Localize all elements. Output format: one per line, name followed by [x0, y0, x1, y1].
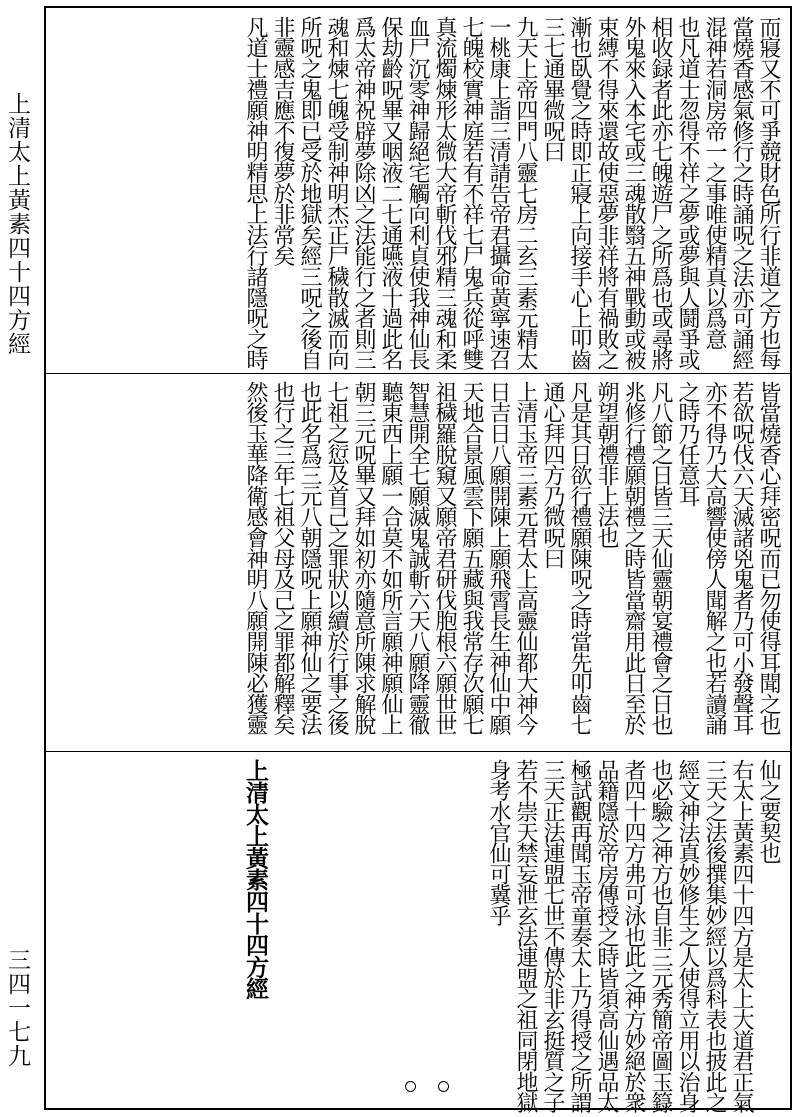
text-column: 上清玉帝三素元君太上高靈仙都大神今 — [513, 381, 538, 735]
text-column: 魂和煉七魄受制神明杰正尸穢散滅而向 — [324, 16, 349, 370]
text-column: 凡道士禮願神明精思上法行諸隱呪之時 — [243, 16, 268, 370]
text-column: 凡是其日欲行禮願陳呪之時當先叩齒七 — [567, 381, 592, 735]
text-column: 外鬼來入本宅或三魂散翳五神戰動或被 — [621, 16, 646, 370]
text-column: 極試觀再聞玉帝童奏太上乃得授之所謂 — [567, 759, 592, 1113]
text-column — [271, 759, 294, 1104]
text-column: 通心拜四方乃微呪曰 — [540, 381, 565, 569]
text-column: 右太上黃素四十四方是太上大道君正氣 — [729, 759, 754, 1113]
text-column: 若欲呪伐六天滅諸兇鬼者乃可小發聲耳 — [729, 381, 754, 735]
text-column: 也凡道士忽得不祥之夢或夢與人鬪爭或 — [675, 16, 700, 370]
text-column: 當燒香感氣修行之時誦呪之法亦可誦經 — [729, 16, 754, 370]
text-column: 三天之法後撰集妙經以爲科表也披此之 — [702, 759, 727, 1113]
text-column: 聽東西上願一合莫不如所言願神願仙上 — [378, 381, 403, 735]
text-column: 朔望朝禮非上法也 — [594, 381, 619, 548]
text-column: 非靈感吉應不復夢於非常矣 — [270, 16, 295, 266]
text-column: 亦不得乃大高響使傍人聞解之也若讀誦 — [702, 381, 727, 735]
margin-book-title: 上清太上黃素四十四方經 — [4, 92, 30, 356]
text-column: 身考水官仙可冀乎 — [486, 759, 511, 926]
text-column: 凡八節之日皆三天仙靈朝宴禮會之日也 — [648, 381, 673, 735]
text-column: 血尸沉零神歸絕宅觸向利貞使我神仙長 — [405, 16, 430, 370]
text-column: 束縛不得來還故使惡夢非祥將有禍敗之 — [594, 16, 619, 370]
text-column — [379, 759, 402, 1104]
end-circle-marker — [405, 1081, 416, 1092]
text-band-top — [46, 8, 790, 374]
page-frame — [44, 6, 792, 1113]
text-column: 日吉日八願開陳上願飛霄長生神仙中願 — [486, 381, 511, 735]
text-column: 所呪之鬼即已受於地獄矣經三呪之後自 — [297, 16, 322, 370]
text-column: 七魄校實神庭若有不祥七尸鬼兵從呼雙 — [459, 16, 484, 370]
text-column: 保劫齡呪畢又咽液二七通嚥液十過此名 — [378, 16, 403, 370]
text-column — [433, 759, 456, 1104]
text-column: 而寢又不可爭競財色所行非道之方也每 — [756, 16, 781, 370]
text-column: 上清太上黃素四十四方經 — [242, 759, 269, 999]
text-column: 三七通畢微呪曰 — [540, 16, 565, 162]
text-column — [325, 759, 348, 1104]
text-column: 也必驗之神方也自非三元秀簡帝圖玉籙 — [648, 759, 673, 1113]
text-column: 經文神法真妙修生之人使得立用以治身 — [675, 759, 700, 1113]
text-column: 者四十四方弗可泳也此之神方妙絕於衆 — [621, 759, 646, 1113]
text-column: 朝三元呪畢又拜如初亦隨意所陳求解脫 — [351, 381, 376, 735]
text-column: 相收録者此亦七魄遊尸之所爲也或尋將 — [648, 16, 673, 370]
text-column: 若不崇天禁妄泄玄法連盟之祖同閉地獄 — [513, 759, 538, 1113]
text-column: 七祖之愆及首己之罪狀以續於行事之後 — [324, 381, 349, 735]
text-column — [460, 759, 483, 1104]
text-column: 祖穢羅脫窺又願帝君研伐胞根六願世世 — [432, 381, 457, 735]
text-column — [406, 759, 429, 1104]
text-column: 也行之三年七祖父母及己之罪都解釋矣 — [270, 381, 295, 735]
text-column: 之時乃任意耳 — [675, 381, 700, 506]
text-column: 皆當燒香心拜密呪而已勿使得耳聞之也 — [756, 381, 781, 735]
text-column: 漸也臥覺之時即正寢上向接手心上叩齒 — [567, 16, 592, 370]
text-column: 智慧開全七願滅鬼誠斬六天八願降靈徹 — [405, 381, 430, 735]
text-band-middle — [46, 373, 790, 752]
text-column — [352, 759, 375, 1104]
text-column: 真流燭煉形太微大帝斬伐邪精三魂和柔 — [432, 16, 457, 370]
text-column: 爲太帝神祝辟夢除凶之法能行之者則三 — [351, 16, 376, 370]
text-column: 品籍隱於帝房傳授之時皆須高仙遇品太 — [594, 759, 619, 1113]
text-column: 也此名爲三元八朝隱呪上願神仙之要法 — [297, 381, 322, 735]
text-column: 然後玉華降衛感會神明八願開陳必獲靈 — [243, 381, 268, 735]
text-column: 天地合景風雲下願五藏與我常存次願七 — [459, 381, 484, 735]
text-column: 九天上帝四門八靈七房二玄三素元精太 — [513, 16, 538, 370]
text-column — [298, 759, 321, 1104]
text-column: 一桃康上詣三清請告帝君攝命黃寧速召 — [486, 16, 511, 370]
text-column: 仙之要契也 — [756, 759, 781, 864]
text-column: 兆修行禮願朝禮之時皆當齋用此日至於 — [621, 381, 646, 735]
end-circle-marker — [438, 1081, 449, 1092]
text-column: 三天正法連盟七世不傳於非玄挺質之子 — [540, 759, 565, 1113]
margin-page-number: 三四一七九 — [4, 948, 30, 1068]
text-column: 混神若洞房帝一之事唯使精真以爲意 — [702, 16, 727, 349]
text-band-bottom — [46, 751, 790, 1113]
